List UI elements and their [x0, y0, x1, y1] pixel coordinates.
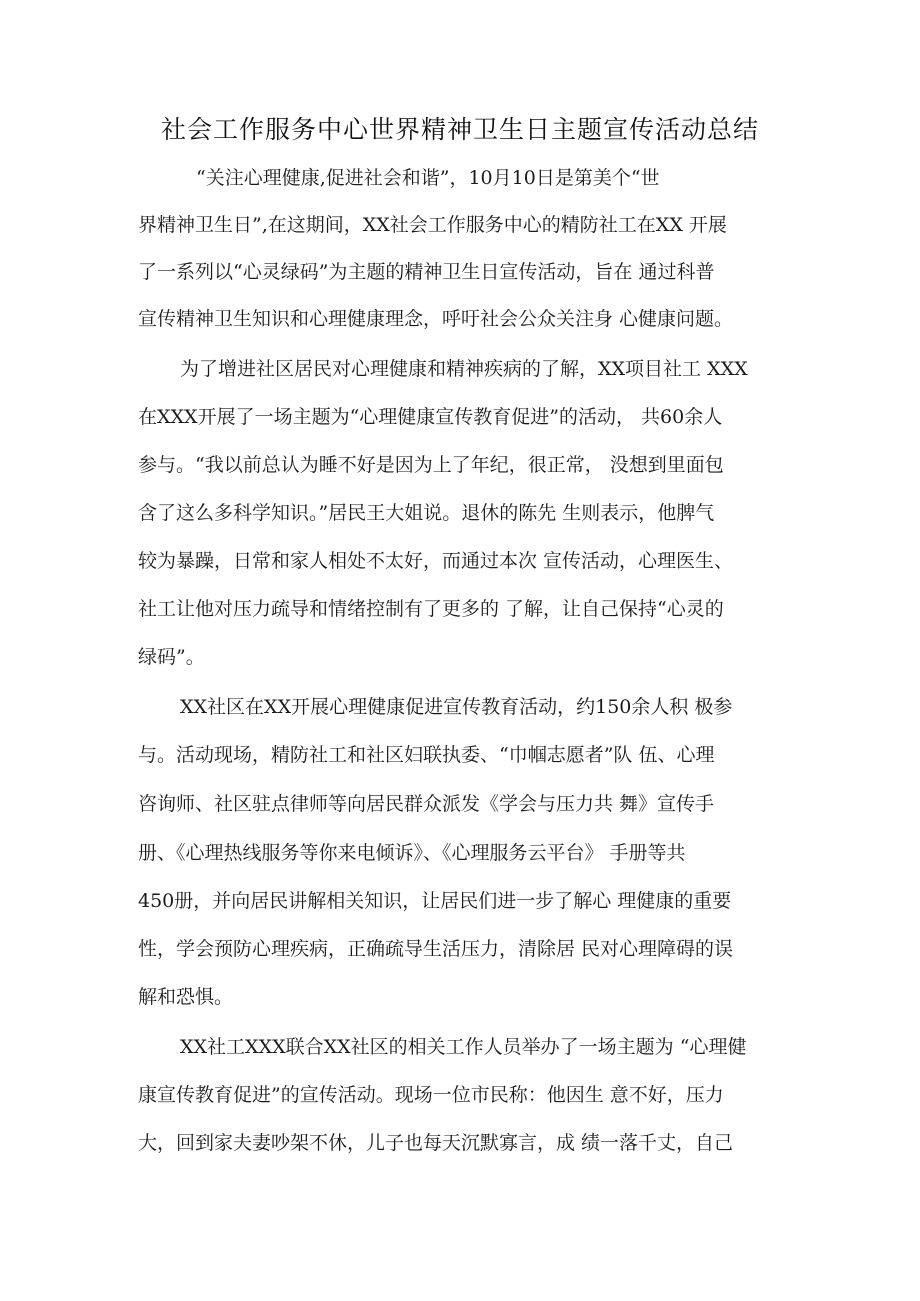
paragraph-line: 大，回到家夫妻吵架不休，儿子也每天沉默寡言，成 绩一落千丈，自己: [138, 1132, 734, 1154]
paragraph-line: 宣传精神卫生知识和心理健康理念，呼吁社会公众关注身 心健康问题。: [138, 308, 734, 330]
paragraph-line: 为了增进社区居民对心理健康和精神疾病的了解，XX项目社工 XXX: [180, 358, 748, 380]
paragraph-line: 与。活动现场，精防社工和社区妇联执委、“巾帼志愿者”队 伍、心理: [138, 744, 715, 766]
paragraph-line: 含了这么多科学知识。”居民王大姐说。退休的陈先 生则表示，他脾气: [138, 502, 715, 524]
paragraph-line: XX社区在XX开展心理健康促进宣传教育活动，约150余人积 极参: [180, 696, 733, 718]
paragraph-line: 参与。“我以前总认为睡不好是因为上了年纪，很正常， 没想到里面包: [138, 454, 724, 476]
paragraph-line: 绿码”。: [138, 646, 205, 668]
paragraph-line: 解和恐惧。: [138, 986, 234, 1008]
document-title: 社会工作服务中心世界精神卫生日主题宣传活动总结: [160, 115, 759, 144]
paragraph-line: 了一系列以“心灵绿码”为主题的精神卫生日宣传活动，旨在 通过科普: [138, 261, 715, 283]
paragraph-line: 界精神卫生日”,在这期间，XX社会工作服务中心的精防社工在XX 开展: [138, 214, 727, 236]
paragraph-line: XX社工XXX联合XX社区的相关工作人员举办了一场主题为 “心理健: [180, 1036, 747, 1058]
paragraph-line: 咨询师、社区驻点律师等向居民群众派发《学会与压力共 舞》宣传手: [138, 793, 715, 815]
paragraph-line: “关注心理健康,促进社会和谐”，10月10日是第美个“世: [196, 167, 660, 189]
paragraph-line: 在XXX开展了一场主题为“心理健康宣传教育促进”的活动， 共60余人: [138, 406, 723, 428]
paragraph-line: 性，学会预防心理疾病，正确疏导生活压力，清除居 民对心理障碍的误: [138, 938, 734, 960]
paragraph-line: 册、《心理热线服务等你来电倾诉》、《心理服务云平台》 手册等共: [138, 842, 686, 864]
paragraph-line: 较为暴躁，日常和家人相处不太好，而通过本次 宣传活动，心理医生、: [138, 550, 734, 572]
paragraph-line: 康宣传教育促进”的宣传活动。现场一位市民称：他因生 意不好，压力: [138, 1084, 724, 1106]
paragraph-line: 450册，并向居民讲解相关知识，让居民们进一步了解心 理健康的重要: [138, 890, 732, 912]
paragraph-line: 社工让他对压力疏导和情绪控制有了更多的 了解，让自己保持“心灵的: [138, 598, 724, 620]
